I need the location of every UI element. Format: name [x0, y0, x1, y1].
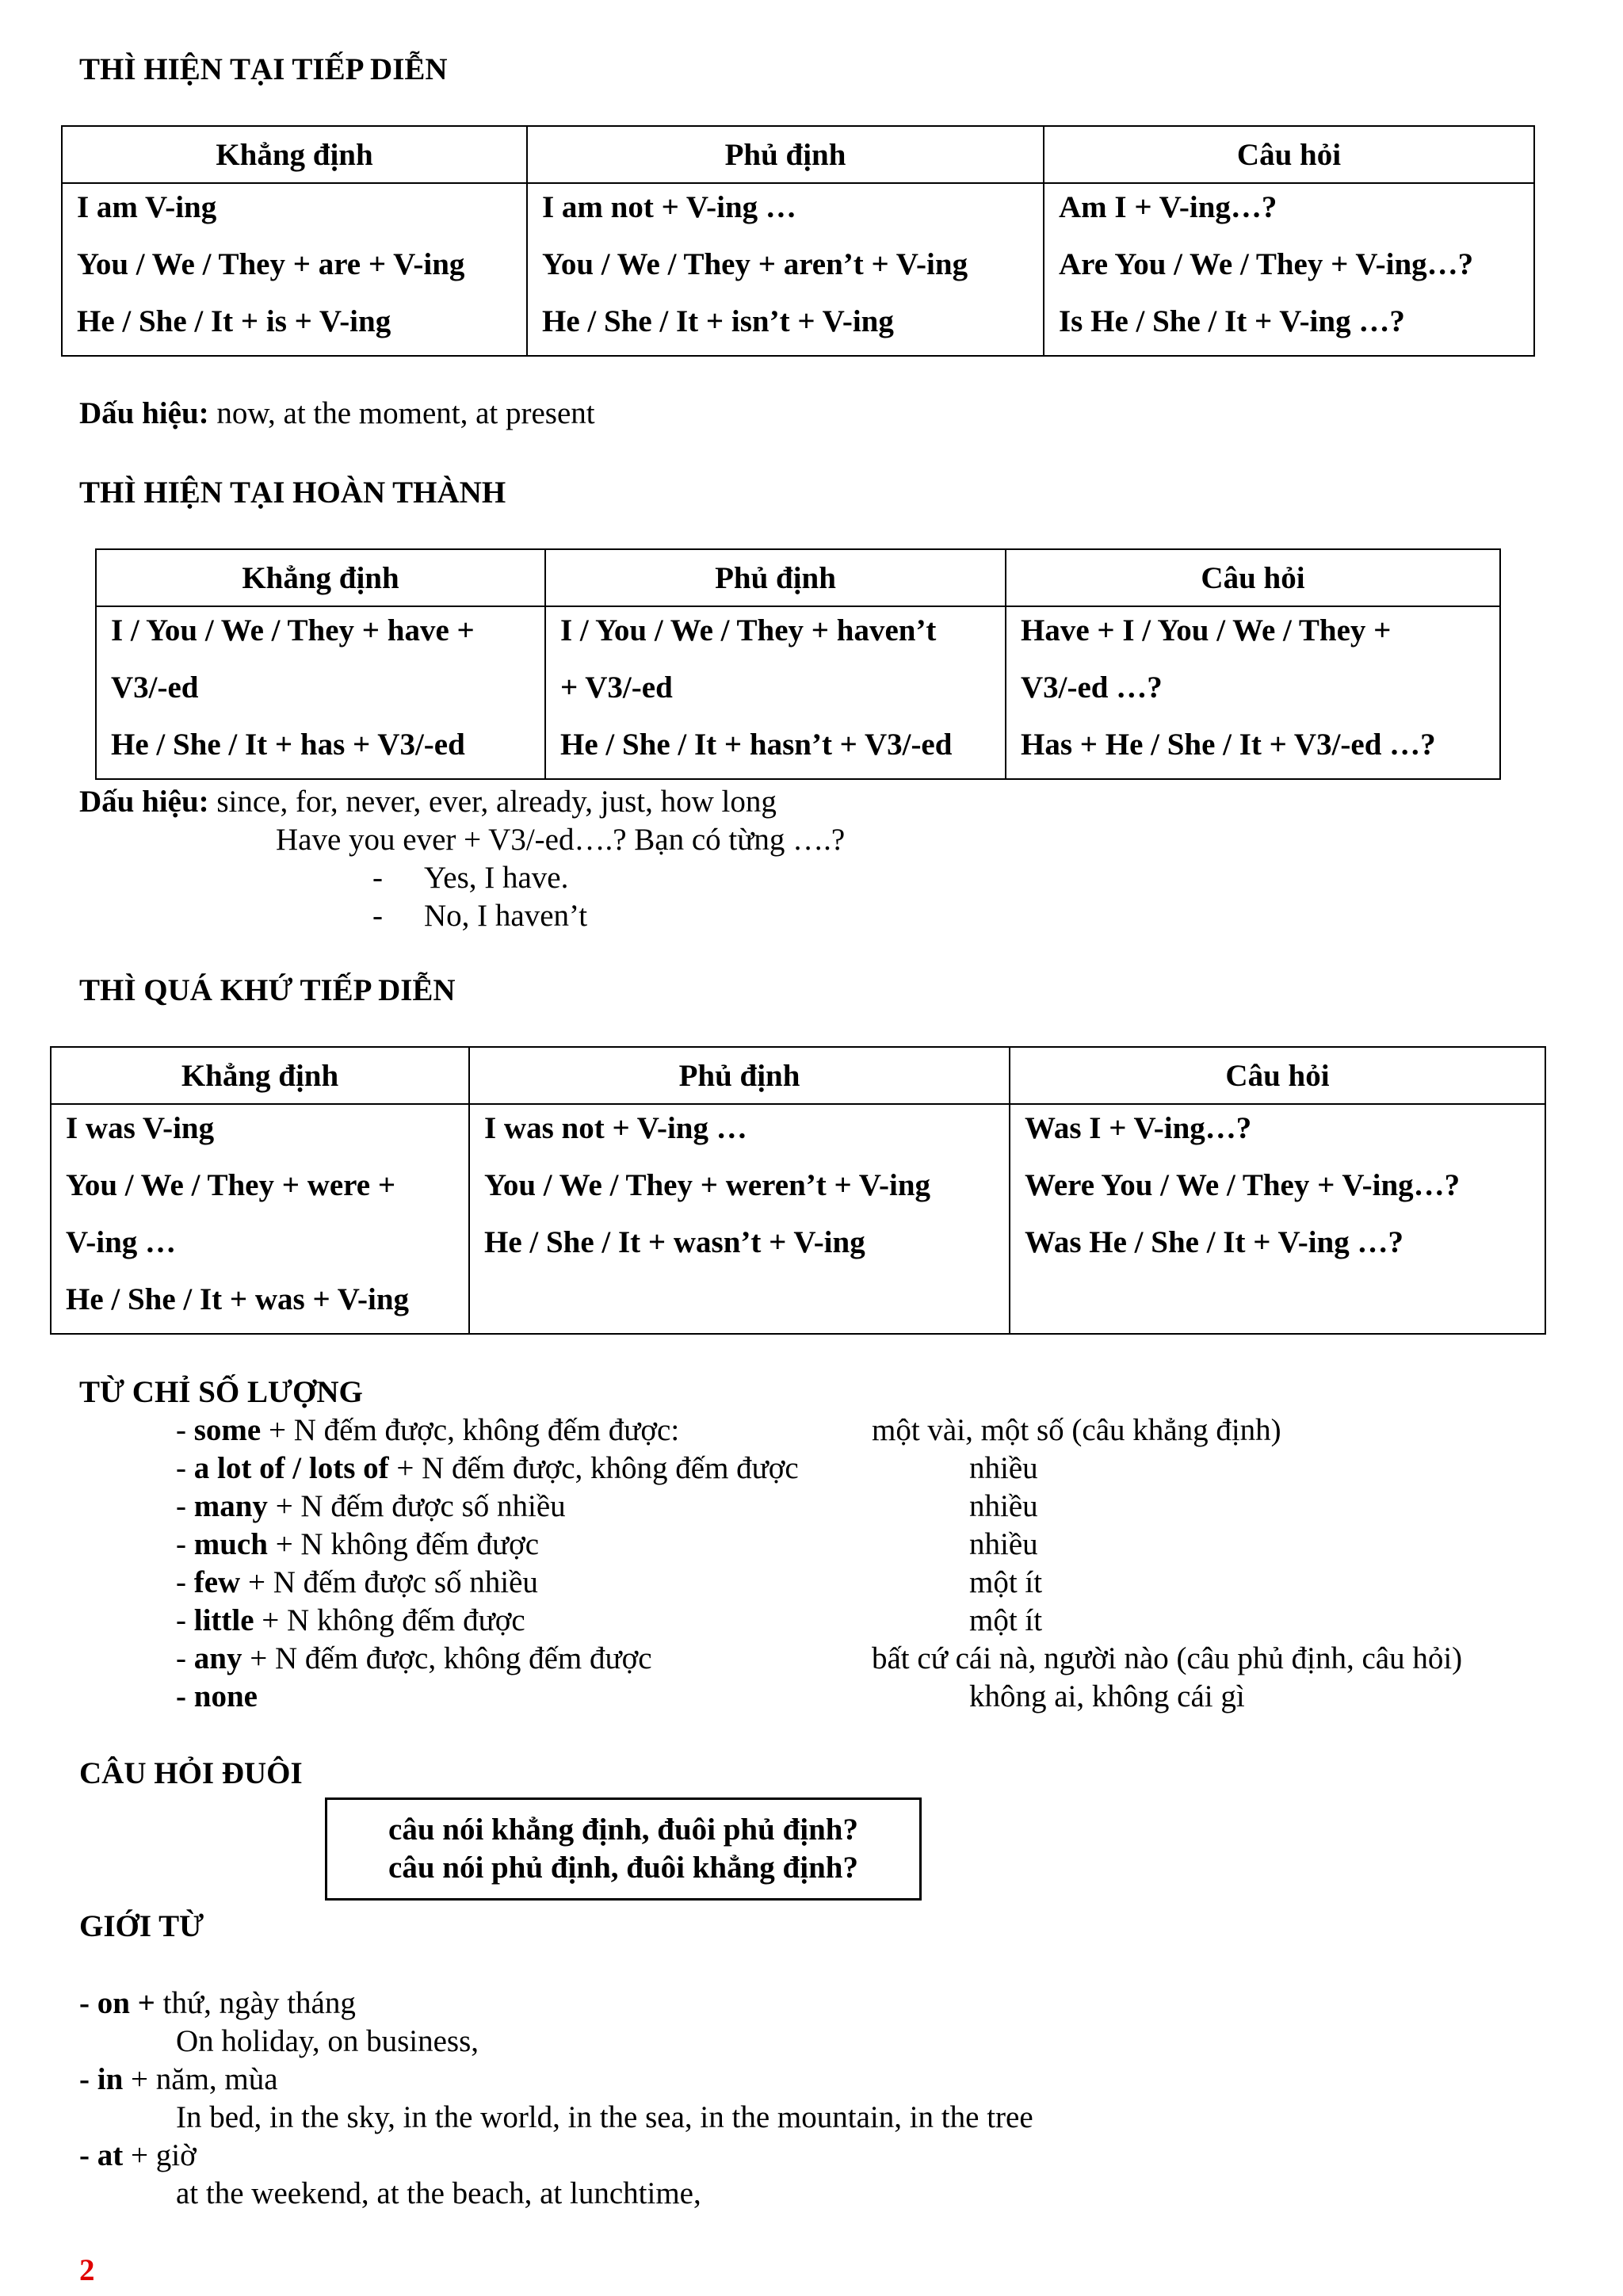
- formula-line: He / She / It + hasn’t + V3/-ed: [560, 728, 953, 762]
- quantifier-usage: + N không đếm được: [267, 1527, 540, 1561]
- affirmative-cell: [96, 606, 545, 779]
- table-row: [96, 606, 1500, 779]
- formula-line: Was I + V-ing…?: [1025, 1111, 1252, 1145]
- dash: -: [176, 1603, 194, 1637]
- negative-cell: [469, 1104, 1010, 1334]
- formula-line: You / We / They + are + V-ing: [77, 247, 465, 281]
- preposition-usage: + giờ: [123, 2138, 197, 2172]
- tag-rule-line: câu nói phủ định, đuôi khẳng định?: [388, 1851, 858, 1885]
- signal-label: Dấu hiệu:: [79, 396, 209, 430]
- list-item: [176, 1491, 566, 1522]
- preposition-label: - at: [79, 2138, 124, 2172]
- header-negative: Phủ định: [469, 1047, 1010, 1104]
- answer-yes: Yes, I have.: [424, 861, 569, 895]
- answer-bullet: -: [372, 861, 383, 895]
- question-cell: [1044, 183, 1534, 356]
- header-negative: Phủ định: [527, 126, 1044, 183]
- formula-line: Was He / She / It + V-ing …?: [1025, 1225, 1403, 1259]
- formula-line: I am V-ing: [77, 190, 217, 224]
- quantifier-word: some: [193, 1413, 262, 1447]
- prepositions-title: GIỚI TỪ: [79, 1909, 204, 1943]
- list-item: [176, 1567, 538, 1598]
- quantifier-usage: + N đếm được số nhiều: [267, 1489, 566, 1523]
- formula-line: Is He / She / It + V-ing …?: [1059, 304, 1405, 338]
- preposition-usage: thứ, ngày tháng: [155, 1986, 356, 2020]
- affirmative-cell: [62, 183, 527, 356]
- present-perfect-title: THÌ HIỆN TẠI HOÀN THÀNH: [79, 476, 506, 510]
- preposition-example: at the weekend, at the beach, at lunchtime,: [176, 2176, 701, 2210]
- present-perfect-table: [95, 548, 1501, 780]
- quantifier-word: little: [193, 1603, 254, 1637]
- formula-line: + V3/-ed: [560, 670, 673, 705]
- present-perfect-signal: [79, 786, 777, 817]
- table-header-row: [51, 1047, 1545, 1104]
- formula-line: V-ing …: [66, 1225, 177, 1259]
- quantifier-word: few: [193, 1565, 241, 1599]
- tag-question-rule-box: [325, 1797, 922, 1901]
- quantifier-word: any: [193, 1641, 242, 1675]
- table-row: [51, 1104, 1545, 1334]
- dash: -: [176, 1527, 194, 1561]
- past-continuous-table: [50, 1046, 1546, 1335]
- formula-line: He / She / It + wasn’t + V-ing: [484, 1225, 865, 1259]
- quantifier-meaning: nhiều: [969, 1527, 1038, 1561]
- list-item: [176, 1605, 525, 1636]
- present-perfect-example: Have you ever + V3/-ed….? Bạn có từng ….?: [276, 823, 846, 857]
- formula-line: Am I + V-ing…?: [1059, 190, 1277, 224]
- present-continuous-signal: [79, 398, 595, 429]
- preposition-example: On holiday, on business,: [176, 2024, 479, 2058]
- dash: -: [176, 1451, 194, 1485]
- present-continuous-title: THÌ HIỆN TẠI TIẾP DIỄN: [79, 52, 448, 86]
- formula-line: I was V-ing: [66, 1111, 215, 1145]
- past-continuous-title: THÌ QUÁ KHỨ TIẾP DIỄN: [79, 973, 456, 1007]
- formula-line: V3/-ed …?: [1021, 670, 1163, 705]
- list-item: [176, 1415, 679, 1446]
- quantifier-meaning: một ít: [969, 1603, 1043, 1637]
- header-question: Câu hỏi: [1044, 126, 1534, 183]
- formula-line: I am not + V-ing …: [542, 190, 796, 224]
- present-continuous-table: [61, 125, 1535, 357]
- formula-line: I / You / We / They + haven’t: [560, 613, 937, 648]
- formula-line: You / We / They + aren’t + V-ing: [542, 247, 968, 281]
- question-cell: [1006, 606, 1500, 779]
- formula-line: He / She / It + isn’t + V-ing: [542, 304, 894, 338]
- signal-text: now, at the moment, at present: [208, 396, 595, 430]
- affirmative-cell: [51, 1104, 469, 1334]
- quantifier-meaning: một ít: [969, 1565, 1043, 1599]
- quantifier-usage: + N không đếm được: [254, 1603, 525, 1637]
- formula-line: Were You / We / They + V-ing…?: [1025, 1168, 1461, 1202]
- quantifier-meaning: một vài, một số (câu khẳng định): [872, 1413, 1281, 1447]
- quantifier-meaning: nhiều: [969, 1451, 1038, 1485]
- negative-cell: [545, 606, 1006, 779]
- dash: -: [176, 1489, 194, 1523]
- signal-text: since, for, never, ever, already, just, how long: [208, 785, 777, 819]
- quantifier-word: a lot of / lots of: [193, 1451, 389, 1485]
- quantifier-meaning: nhiều: [969, 1489, 1038, 1523]
- quantifier-word: none: [193, 1679, 258, 1713]
- list-item: [176, 1453, 799, 1484]
- dash: -: [176, 1641, 194, 1675]
- formula-line: Has + He / She / It + V3/-ed …?: [1021, 728, 1436, 762]
- list-item: [176, 1529, 539, 1560]
- table-header-row: [62, 126, 1534, 183]
- formula-line: He / She / It + was + V-ing: [66, 1282, 410, 1316]
- formula-line: He / She / It + is + V-ing: [77, 304, 391, 338]
- preposition-on: [79, 1988, 356, 2019]
- quantifier-meaning: không ai, không cái gì: [969, 1679, 1245, 1713]
- header-affirmative: Khẳng định: [51, 1047, 469, 1104]
- answer-no: No, I haven’t: [424, 899, 588, 933]
- negative-cell: [527, 183, 1044, 356]
- table-row: [62, 183, 1534, 356]
- formula-line: I / You / We / They + have +: [111, 613, 475, 648]
- preposition-at: [79, 2140, 197, 2171]
- preposition-in: [79, 2064, 278, 2095]
- preposition-label: - in: [79, 2062, 124, 2096]
- quantifier-word: many: [193, 1489, 268, 1523]
- header-negative: Phủ định: [545, 549, 1006, 606]
- question-cell: [1010, 1104, 1545, 1334]
- page-number: 2: [79, 2253, 95, 2287]
- formula-line: You / We / They + weren’t + V-ing: [484, 1168, 931, 1202]
- list-item: [176, 1681, 258, 1712]
- header-question: Câu hỏi: [1006, 549, 1500, 606]
- answer-bullet: -: [372, 899, 383, 933]
- formula-line: Are You / We / They + V-ing…?: [1059, 247, 1474, 281]
- header-affirmative: Khẳng định: [62, 126, 527, 183]
- quantifier-usage: + N đếm được, không đếm được:: [261, 1413, 680, 1447]
- dash: -: [176, 1679, 194, 1713]
- signal-label: Dấu hiệu:: [79, 785, 209, 819]
- formula-line: You / We / They + were +: [66, 1168, 396, 1202]
- dash: -: [176, 1413, 194, 1447]
- tag-questions-title: CÂU HỎI ĐUÔI: [79, 1756, 303, 1790]
- formula-line: He / She / It + has + V3/-ed: [111, 728, 465, 762]
- tag-rule-line: câu nói khẳng định, đuôi phủ định?: [388, 1813, 858, 1847]
- quantifiers-title: TỪ CHỈ SỐ LƯỢNG: [79, 1375, 363, 1409]
- list-item: [176, 1643, 652, 1674]
- quantifier-usage: + N đếm được số nhiều: [240, 1565, 538, 1599]
- quantifier-usage: + N đếm được, không đếm được: [242, 1641, 652, 1675]
- formula-line: V3/-ed: [111, 670, 199, 705]
- quantifier-meaning: bất cứ cái nà, người nào (câu phủ định, câu hỏi): [872, 1641, 1463, 1675]
- quantifier-word: much: [193, 1527, 268, 1561]
- quantifier-usage: + N đếm được, không đếm được: [388, 1451, 799, 1485]
- formula-line: I was not + V-ing …: [484, 1111, 747, 1145]
- preposition-usage: + năm, mùa: [123, 2062, 278, 2096]
- header-question: Câu hỏi: [1010, 1047, 1545, 1104]
- formula-line: Have + I / You / We / They +: [1021, 613, 1392, 648]
- preposition-example: In bed, in the sky, in the world, in the sea, in the mountain, in the tree: [176, 2100, 1033, 2134]
- dash: -: [176, 1565, 194, 1599]
- header-affirmative: Khẳng định: [96, 549, 545, 606]
- preposition-label: - on +: [79, 1986, 155, 2020]
- table-header-row: [96, 549, 1500, 606]
